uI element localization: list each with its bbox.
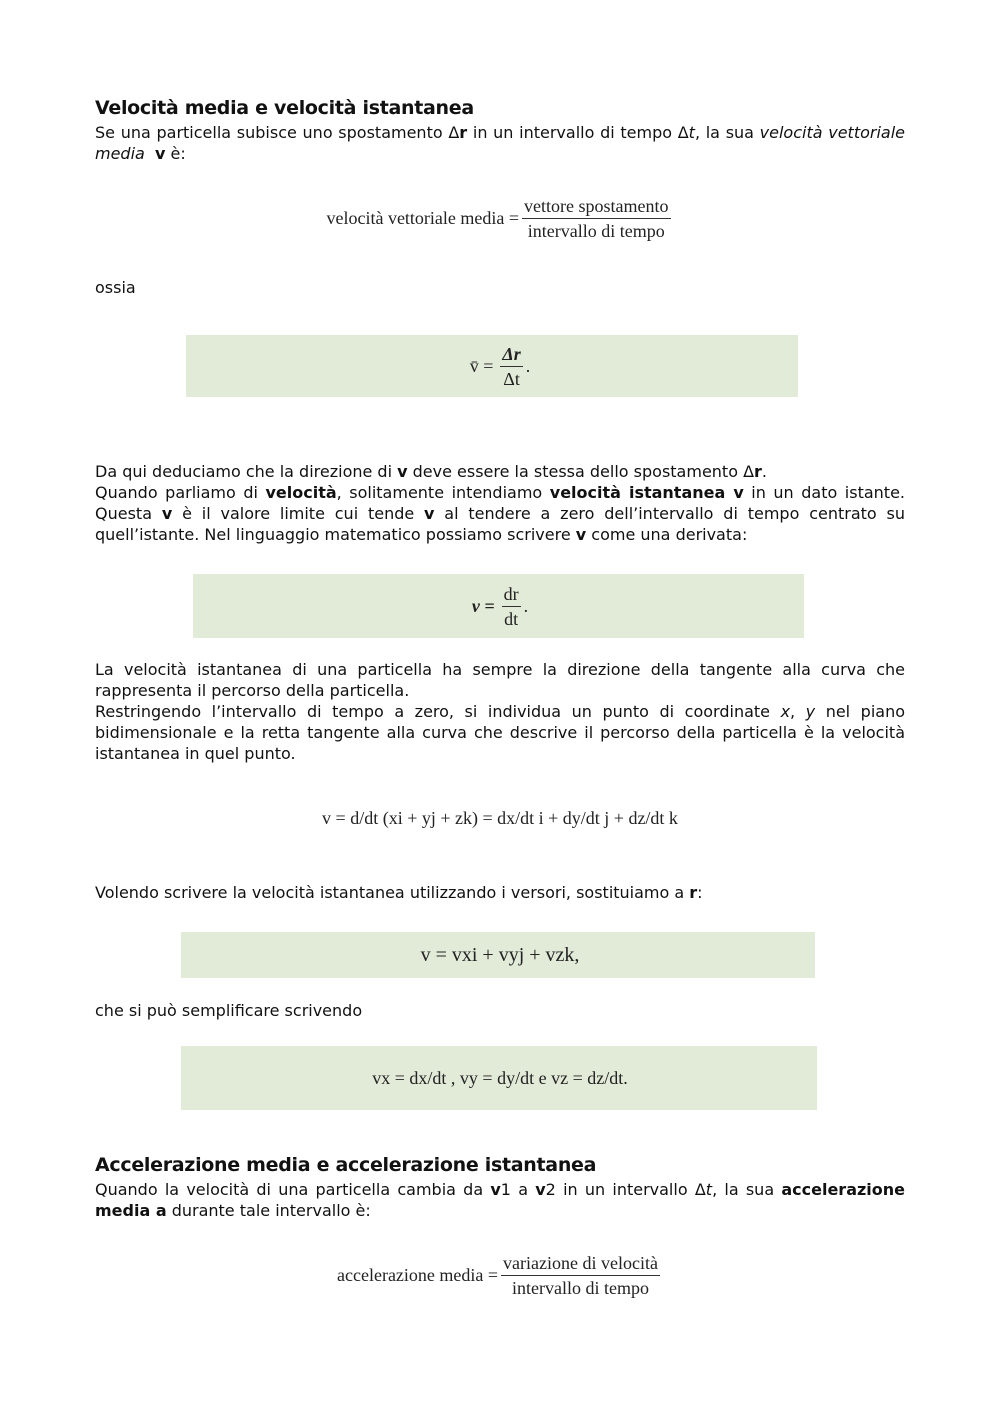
equation-derivative-velocity: v = $\frac{dr}{dt}$ . (471, 583, 529, 629)
instant-velocity-paragraph: Quando parliamo di velocità, solitamente intendiamo velocità istantanea v in un dato istante. Questa v è il valore limite cui tende v al tendere a zero dell’intervallo di tempo centrato su quell’istante. Nel linguaggio matematico possiamo scrivere v come una derivata: (95, 483, 906, 544)
tangent-paragraph: La velocità istantanea di una particella ha sempre la direzione della tangente alla curva che rappresenta il percorso della particella. (95, 660, 905, 700)
simplify-text: che si può semplificare scrivendo (95, 1001, 363, 1020)
intro-paragraph: Se una particella subisce uno spostamento Δr in un intervallo di tempo Δt, la sua velocità vettoriale media v è: (95, 123, 906, 163)
unit-vectors-paragraph: Volendo scrivere la velocità istantanea utilizzando i versori, sostituiamo a r: (95, 883, 703, 902)
section-heading-velocity: Velocità media e velocità istantanea (95, 97, 474, 119)
equation-average-velocity-words: velocità vettoriale media = $\frac{\text{vettore spostamento}}{\text{intervallo di tempo}}$ (326, 195, 669, 241)
equation-average-acceleration-words: accelerazione media = $\frac{\text{variazione di velocità}}{\text{intervallo di tempo}}$ (337, 1252, 658, 1298)
section-heading-acceleration: Accelerazione media e accelerazione istantanea (95, 1154, 597, 1176)
equation-components-velocity: v = d/dt (xi + yj + zk) = dx/dt i + dy/dt j + dz/dt k (322, 807, 678, 828)
restricting-paragraph: Restringendo l’intervallo di tempo a zero, si individua un punto di coordinate x, y nel piano bidimensionale e la retta tangente alla curva che descrive il percorso della particella è la velocità istantanea in quel punto. (95, 702, 906, 763)
ossia-text: ossia (95, 278, 136, 297)
equation-component-derivatives: vx = dx/dt , vy = dy/dt e vz = dz/dt. (372, 1067, 628, 1088)
direction-paragraph: Da qui deduciamo che la direzione di v deve essere la stessa dello spostamento Δr. (95, 462, 768, 481)
acceleration-paragraph: Quando la velocità di una particella cambia da v1 a v2 in un intervallo Δt, la sua accelerazione media a durante tale intervallo è: (95, 1180, 906, 1220)
equation-average-velocity: v̄ = $\frac{\Delta r}{\Delta t}$ . (469, 343, 531, 389)
equation-unit-vectors: v = vxi + vyj + vzk, (420, 943, 580, 966)
